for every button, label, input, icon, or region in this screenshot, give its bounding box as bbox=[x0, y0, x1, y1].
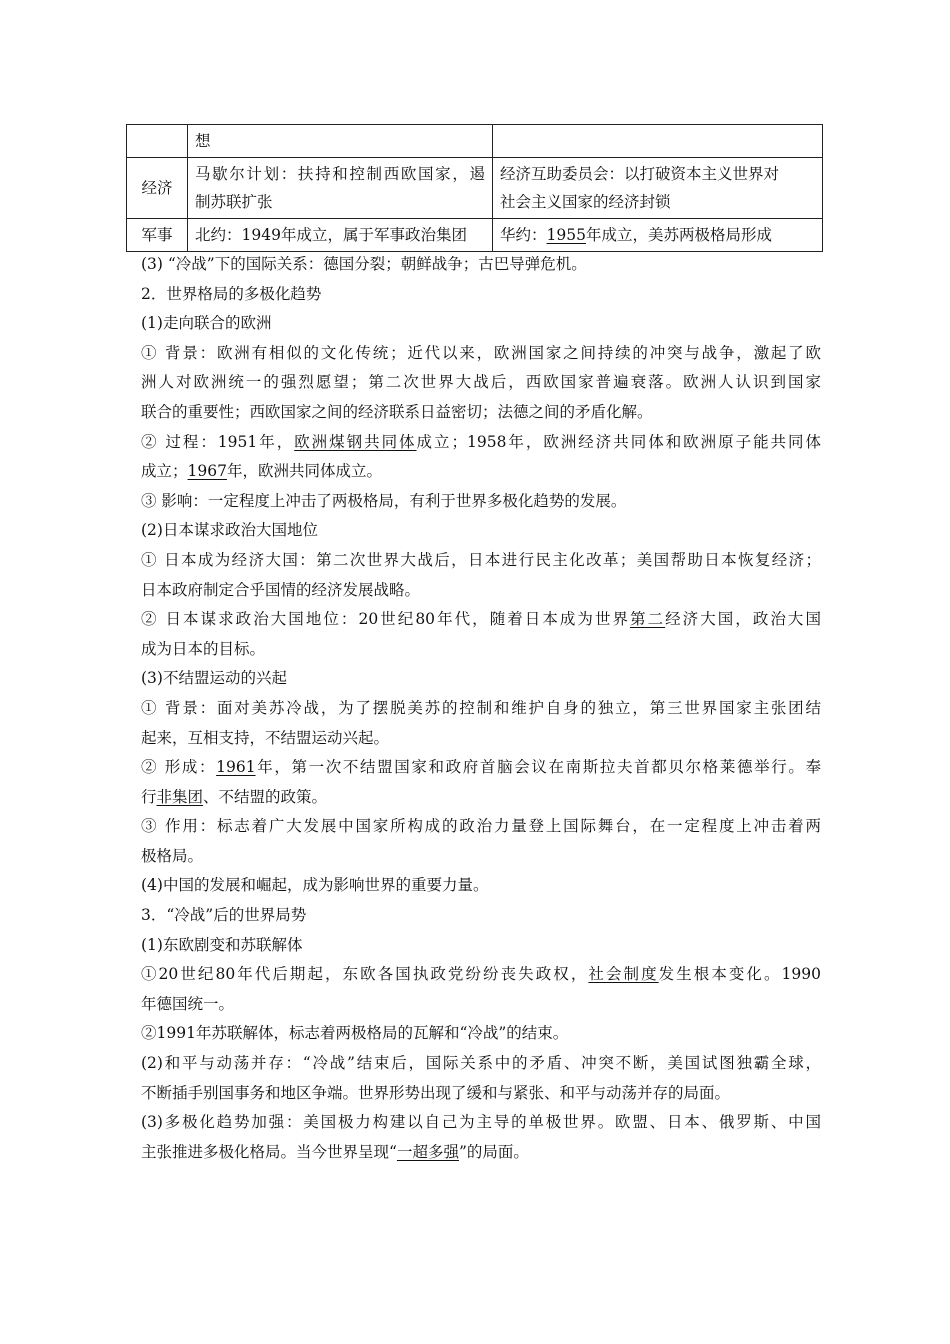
paragraph-line: ① 背景：欧洲有相似的文化传统；近代以来，欧洲国家之间持续的冲突与战争，激起了欧 bbox=[141, 343, 821, 362]
subsection-heading: (1)东欧剧变和苏联解体 bbox=[141, 935, 303, 954]
text-run: ”的局面。 bbox=[458, 1142, 529, 1161]
table-cell bbox=[188, 158, 493, 219]
paragraph-line: ① 日本成为经济大国：第二次世界大战后，日本进行民主化改革；美国帮助日本恢复经济； bbox=[141, 550, 821, 569]
comparison-table bbox=[126, 124, 823, 252]
underlined-term: 一超多强 bbox=[396, 1142, 459, 1161]
paragraph-line: 年德国统一。 bbox=[141, 994, 235, 1013]
cell-line: 制苏联扩张 bbox=[195, 193, 273, 211]
paragraph-line: ②1991年苏联解体，标志着两极格局的瓦解和“冷战”的结束。 bbox=[141, 1024, 569, 1043]
text-run: ② 日本谋求政治大国地位：20世纪80年代，随着日本成为世界 bbox=[141, 610, 631, 629]
cell-line: 马歇尔计划：扶持和控制西欧国家，遏 bbox=[195, 165, 485, 183]
text-run: 行 bbox=[141, 787, 157, 806]
table-cell bbox=[493, 125, 823, 158]
table-row bbox=[127, 158, 823, 219]
underlined-term: 社会制度 bbox=[588, 965, 659, 984]
paragraph-line bbox=[141, 783, 821, 813]
text-run: ② 过程：1951年， bbox=[141, 432, 295, 451]
paragraph-line: 极格局。 bbox=[141, 846, 204, 865]
text-run: 经济大国，政治大国 bbox=[665, 610, 821, 629]
text-run: 、不结盟的政策。 bbox=[203, 787, 328, 806]
text-run: ①20世纪80年代后期起，东欧各国执政党纷纷丧失政权， bbox=[141, 965, 589, 984]
text-run: 成立；1958年，欧洲经济共同体和欧洲原子能共同体 bbox=[416, 432, 821, 451]
cell-line: 经济互助委员会：以打破资本主义世界对 bbox=[500, 165, 780, 183]
underlined-term: 第二 bbox=[630, 610, 666, 629]
paragraph-line: 不断插手别国事务和地区争端。世界形势出现了缓和与紧张、和平与动荡并存的局面。 bbox=[141, 1083, 731, 1102]
text-run: 发生根本变化。1990 bbox=[658, 965, 821, 984]
paragraph-line: (3)多极化趋势加强：美国极力构建以自己为主导的单极世界。欧盟、日本、俄罗斯、中国 bbox=[141, 1113, 821, 1132]
subsection-heading: (1)走向联合的欧洲 bbox=[141, 314, 272, 333]
paragraph-line: (2)和平与动荡并存：“冷战”结束后，国际关系中的矛盾、冲突不断，美国试图独霸全球， bbox=[141, 1054, 821, 1073]
cell-text: 华约： bbox=[500, 226, 547, 244]
text-run: 年，第一次不结盟国家和政府首脑会议在南斯拉夫首都贝尔格莱德举行。奉 bbox=[255, 758, 821, 777]
paragraph-line bbox=[141, 428, 821, 458]
table-row bbox=[127, 125, 823, 158]
text-run: 成立； bbox=[141, 462, 188, 481]
paragraph-line: ③ 作用：标志着广大发展中国家所构成的政治力量登上国际舞台，在一定程度上冲击着两 bbox=[141, 817, 821, 836]
paragraph-line: 起来，互相支持，不结盟运动兴起。 bbox=[141, 728, 390, 747]
table-cell: 想 bbox=[188, 125, 493, 158]
cell-line: 社会主义国家的经济封锁 bbox=[500, 193, 671, 211]
paragraph-line: 成为日本的目标。 bbox=[141, 639, 266, 658]
underlined-term: 欧洲煤钢共同体 bbox=[294, 432, 417, 451]
subsection-heading: (2)日本谋求政治大国地位 bbox=[141, 521, 318, 540]
table-cell-label: 经济 bbox=[127, 158, 188, 219]
paragraph-line bbox=[141, 457, 821, 487]
underlined-term: 1967 bbox=[187, 462, 227, 481]
section-heading: 3．“冷战”后的世界局势 bbox=[141, 906, 307, 925]
paragraph-line bbox=[141, 753, 821, 783]
subsection-heading: (3)不结盟运动的兴起 bbox=[141, 669, 287, 688]
table-cell bbox=[493, 158, 823, 219]
section-heading: 2．世界格局的多极化趋势 bbox=[141, 284, 322, 303]
paragraph-line: 联合的重要性；西欧国家之间的经济联系日益密切；法德之间的矛盾化解。 bbox=[141, 402, 653, 421]
text-run: ② 形成： bbox=[141, 758, 217, 777]
table-cell-label: 军事 bbox=[127, 219, 188, 252]
cell-text: 年成立，美苏两极格局形成 bbox=[585, 226, 772, 244]
table-row bbox=[127, 219, 823, 252]
paragraph-line: 日本政府制定合乎国情的经济发展战略。 bbox=[141, 580, 421, 599]
table-cell-label bbox=[127, 125, 188, 158]
paragraph-line: (3) “冷战”下的国际关系：德国分裂；朝鲜战争；古巴导弹危机。 bbox=[141, 255, 587, 273]
paragraph-line bbox=[141, 605, 821, 635]
underlined-term: 1955 bbox=[546, 226, 586, 244]
paragraph-line bbox=[141, 960, 821, 990]
paragraph-line: 洲人对欧洲统一的强烈愿望；第二次世界大战后，西欧国家普遍衰落。欧洲人认识到国家 bbox=[141, 373, 821, 392]
paragraph-line bbox=[141, 1138, 821, 1168]
document-body bbox=[141, 250, 821, 1167]
paragraph-line: ③ 影响：一定程度上冲击了两极格局，有利于世界多极化趋势的发展。 bbox=[141, 491, 627, 510]
table-cell bbox=[493, 219, 823, 252]
text-run: 年，欧洲共同体成立。 bbox=[226, 462, 382, 481]
underlined-term: 非集团 bbox=[156, 787, 204, 806]
underlined-term: 1961 bbox=[216, 758, 256, 777]
subsection-heading: (4)中国的发展和崛起，成为影响世界的重要力量。 bbox=[141, 876, 489, 895]
text-run: 主张推进多极化格局。当今世界呈现“ bbox=[141, 1142, 397, 1161]
paragraph-line: ① 背景：面对美苏冷战，为了摆脱美苏的控制和维护自身的独立，第三世界国家主张团结 bbox=[141, 698, 821, 717]
table-cell: 北约：1949年成立，属于军事政治集团 bbox=[188, 219, 493, 252]
